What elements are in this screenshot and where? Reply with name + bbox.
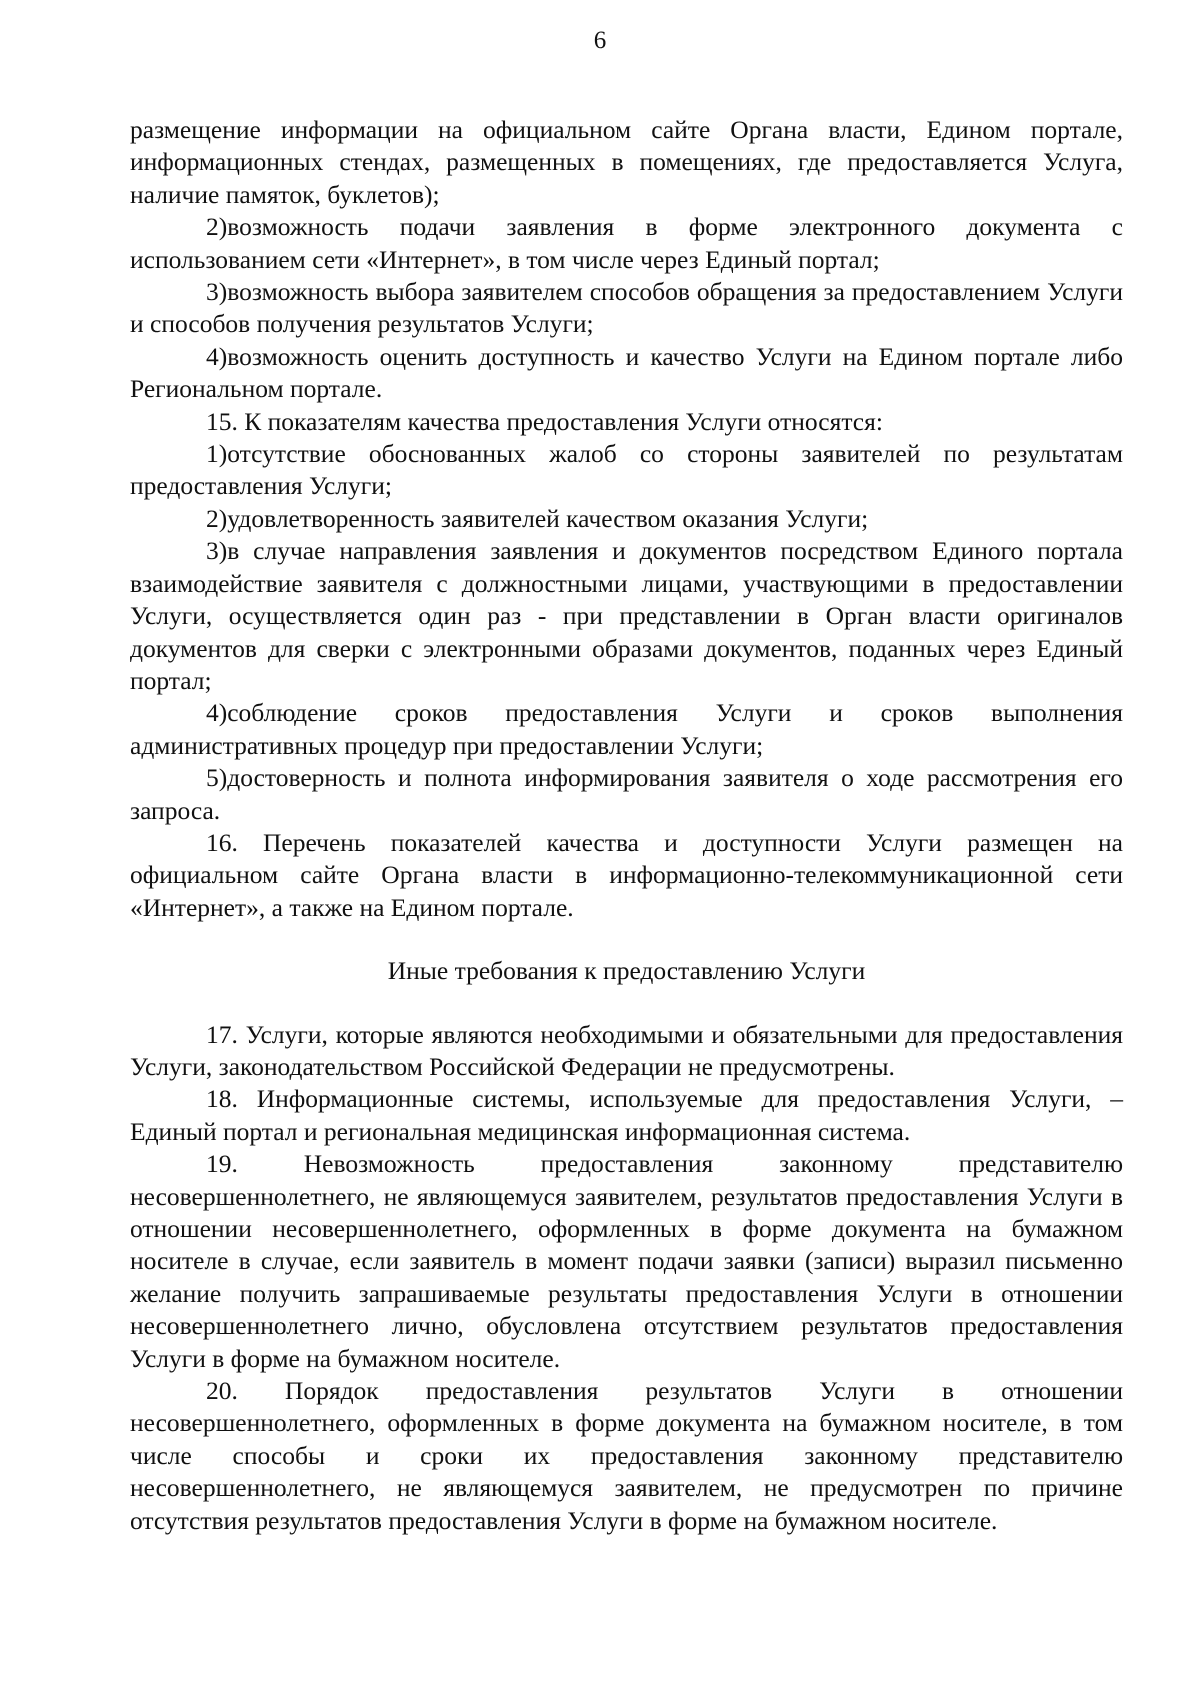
paragraph-item-4-deadlines: 4)соблюдение сроков предоставления Услуги и сроков выполнения административных процедур при предоставлении Услуги; <box>130 698 1123 760</box>
paragraph-19-impossibility: 19. Невозможность предоставления законному представителю несовершеннолетнего, не являющемуся заявителем, результатов предоставления Услуги в отношении несовершеннолетнего, оформленных в форме документа на бумажном носителе в случае, если заявитель в момент подачи заявки (записи) выразил письменно желание получить запрашиваемые результаты предоставления Услуги в отношении несовершеннолетнего лично, обусловлена отсутствием результатов предоставления Услуги в форме на бумажном носителе. <box>130 1149 1123 1373</box>
paragraph-continuation: размещение информации на официальном сайте Органа власти, Едином портале, информационных стендах, размещенных в помещениях, где предоставляется Услуга, наличие памяток, буклетов); <box>130 115 1123 209</box>
page-number: 6 <box>593 27 607 54</box>
paragraph-item-2-satisfaction: 2)удовлетворенность заявителей качеством оказания Услуги; <box>206 503 869 533</box>
paragraph-16-indicators-list: 16. Перечень показателей качества и доступности Услуги размещен на официальном сайте Органа власти в информационно-телекоммуникационной сети «Интернет», а также на Едином портале. <box>130 827 1123 922</box>
paragraph-item-1-no-complaints: 1)отсутствие обоснованных жалоб со стороны заявителей по результатам предоставления Услуги; <box>130 439 1123 501</box>
paragraph-item-5-informing: 5)достоверность и полнота информирования заявителя о ходе рассмотрения его запроса. <box>130 763 1123 825</box>
paragraph-item-3-choice-of-methods: 3)возможность выбора заявителем способов обращения за предоставлением Услуги и способов получения результатов Услуги; <box>130 277 1123 339</box>
paragraph-18-information-systems: 18. Информационные системы, используемые для предоставления Услуги, – Единый портал и региональная медицинская информационная система. <box>130 1084 1123 1146</box>
paragraph-20-procedure: 20. Порядок предоставления результатов Услуги в отношении несовершеннолетнего, оформленных в форме документа на бумажном носителе, в том числе способы и сроки их предоставления законному представителю несовершеннолетнего, не являющемуся заявителем, не предусмотрен по причине отсутствия результатов предоставления Услуги в форме на бумажном носителе. <box>130 1376 1123 1535</box>
paragraph-item-3-single-interaction: 3)в случае направления заявления и документов посредством Единого портала взаимодействие заявителя с должностными лицами, участвующими в предоставлении Услуги, осуществляется один раз - при представлении в Орган власти оригиналов документов для сверки с электронными образами документов, поданных через Единый портал; <box>130 536 1123 695</box>
paragraph-17-required-services: 17. Услуги, которые являются необходимыми и обязательными для предоставления Услуги, законодательством Российской Федерации не предусмотрены. <box>130 1019 1123 1081</box>
paragraph-item-4-quality-rating: 4)возможность оценить доступность и качество Услуги на Едином портале либо Региональном портале. <box>130 341 1123 404</box>
paragraph-15-quality-indicators: 15. К показателям качества предоставления Услуги относятся: <box>206 406 883 436</box>
section-heading: Иные требования к предоставлению Услуги <box>387 956 866 986</box>
paragraph-item-2-electronic-application: 2)возможность подачи заявления в форме электронного документа с использованием сети «Интернет», в том числе через Единый портал; <box>130 212 1123 274</box>
document-body <box>130 114 1123 1537</box>
